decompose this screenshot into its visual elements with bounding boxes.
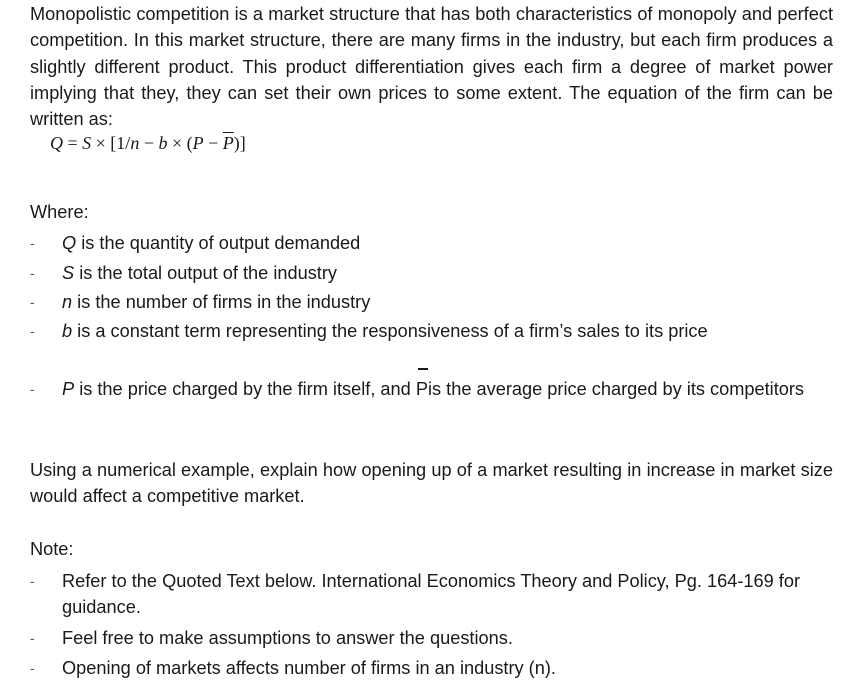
eq-times-paren: × ( [167,133,193,153]
eq-close: )] [233,133,246,153]
dash-bullet: - [30,235,35,251]
eq-p-bar: $\overline{P}$ [222,133,234,153]
eq-equals: = [63,133,83,153]
firm-demand-equation [50,133,246,154]
symbol-q: Q [62,233,77,253]
where-item-desc-end: is the average price charged by its competitors [427,379,805,399]
eq-b: b [158,133,168,153]
dash-bullet: - [30,265,35,281]
where-item-desc: is a constant term representing the responsiveness of a firm’s sales to its price [72,321,708,341]
where-item-text [62,376,833,402]
where-item-text [62,260,833,286]
note-item [30,568,833,624]
eq-minus: − [139,133,159,153]
where-item-desc: is the total output of the industry [74,263,338,283]
symbol-s: S [62,263,75,283]
p-bar-letter: P [415,379,428,399]
where-item-text [62,318,833,344]
eq-minus-2: − [203,133,223,153]
eq-n: n [130,133,140,153]
eq-q: Q [50,133,63,153]
dash-bullet: - [30,294,35,310]
note-label: Note: [30,539,74,559]
note-item-text: Opening of markets affects number of firms in an industry (n). [62,658,556,678]
dash-bullet: - [30,660,35,676]
symbol-p: P [62,379,75,399]
question-paragraph: Using a numerical example, explain how opening up of a market resulting in increase in market size would affect a competitive market. [30,460,833,507]
dash-bullet: - [30,323,35,339]
where-item-desc: is the price charged by the firm itself, and [74,379,416,399]
intro-paragraph: Monopolistic competition is a market structure that has both characteristics of monopoly and perfect competition. In this market structure, there are many firms in the industry, but each firm produces a slightly different product. This product differentiation gives each firm a degree of market power implying that they, they can set their own prices to some extent. The equation of the firm can be written as: [30,4,833,130]
where-item-text [62,230,833,256]
where-item-desc: is the number of firms in the industry [72,292,371,312]
eq-p: P [192,133,204,153]
where-label: Where: [30,202,89,222]
where-item-text [62,289,833,315]
eq-times-bracket: × [1/ [91,133,131,153]
where-item-desc: is the quantity of output demanded [76,233,361,253]
eq-s: S [82,133,92,153]
symbol-n: n [62,292,73,312]
symbol-p-bar [416,376,428,402]
where-item-p [30,376,833,432]
dash-bullet: - [30,573,35,589]
symbol-b: b [62,321,73,341]
dash-bullet: - [30,381,35,397]
note-item-text: Feel free to make assumptions to answer the questions. [62,628,513,648]
note-item-text: Refer to the Quoted Text below. International Economics Theory and Policy, Pg. 164-169 for guidance. [62,571,801,618]
dash-bullet: - [30,630,35,646]
